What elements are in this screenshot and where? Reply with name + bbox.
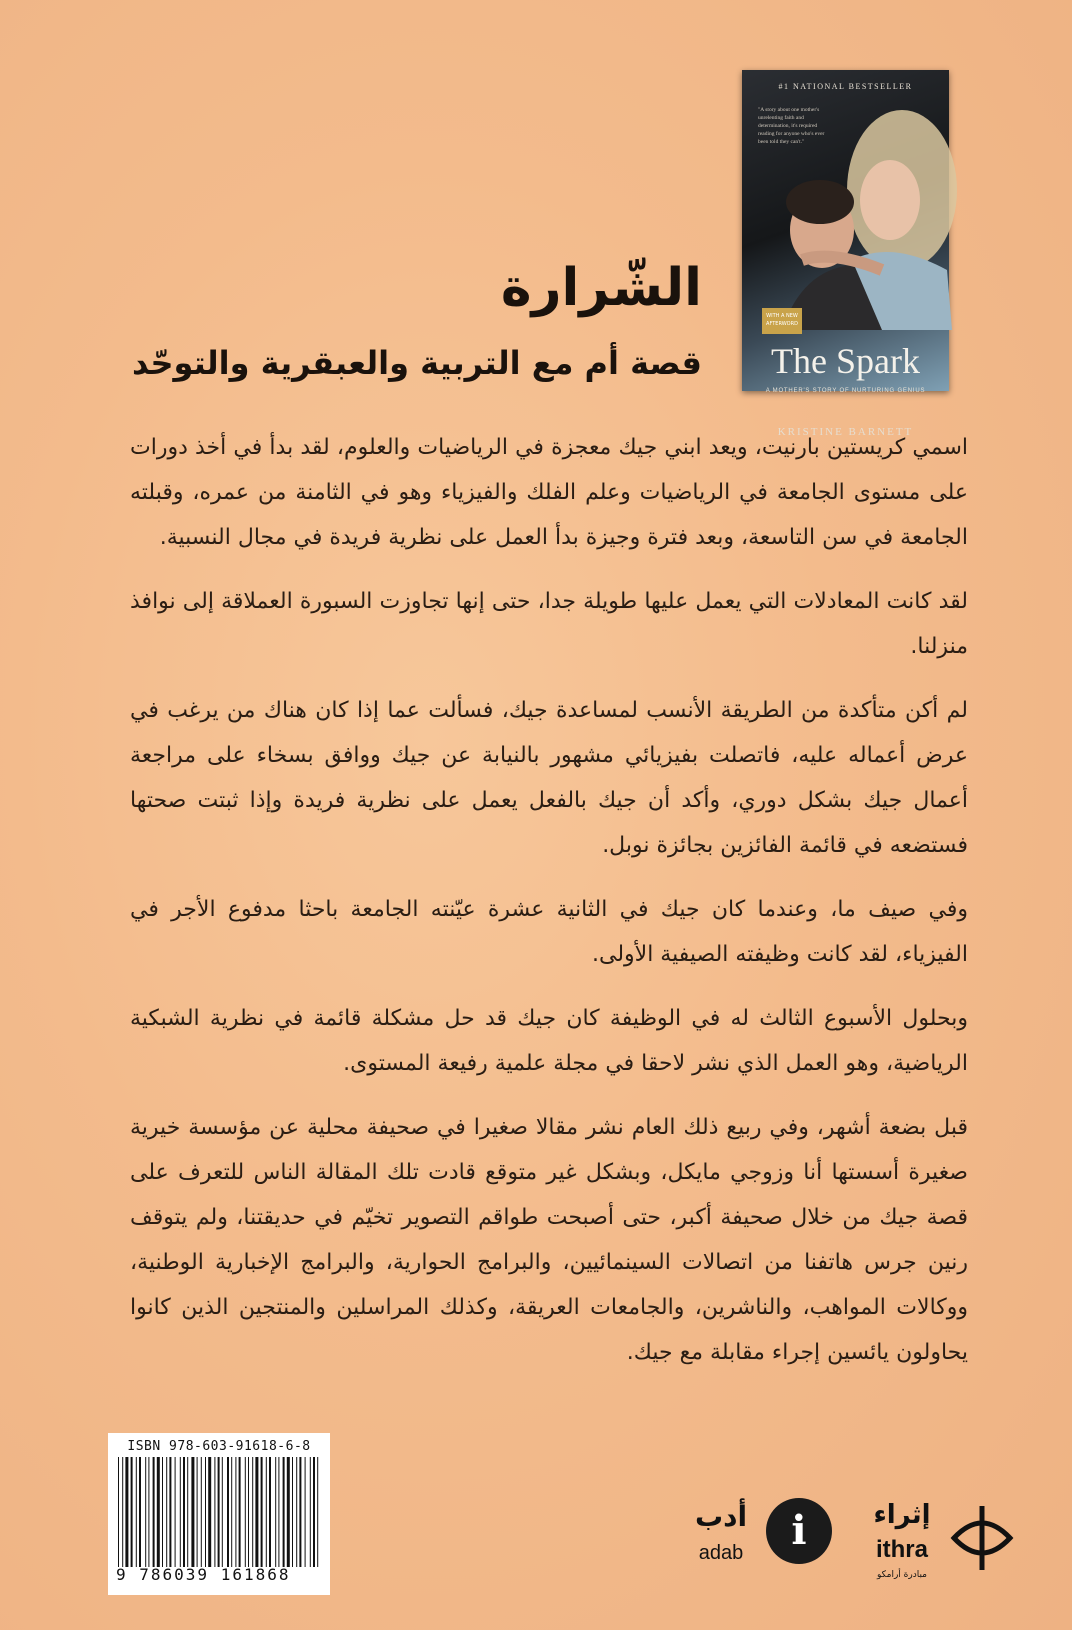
paragraph: لقد كانت المعادلات التي يعمل عليها طويلة جدا، حتى إنها تجاوزت السبورة العملاقة إلى نوافذ منزلنا. (130, 589, 968, 659)
cover-author: KRISTINE BARNETT (777, 426, 914, 438)
paragraph: وفي صيف ما، وعندما كان جيك في الثانية عشرة عيّنته الجامعة باحثا مدفوع الأجر في الفيزياء، لقد كانت وظيفته الصيفية الأولى. (130, 897, 968, 967)
ithra-logo-arabic: إثراء (873, 1500, 931, 1530)
cover-quote: "A story about one mother's unrelenting faith and determination, it's required reading for anyone who's ever been told they can't." (758, 107, 825, 145)
cover-badge: WITH A NEW AFTERWORD (762, 308, 802, 334)
adab-logo (684, 1498, 834, 1588)
book-subtitle: قصة أم مع التربية والعبقرية والتوحّد (131, 344, 702, 382)
blurb-text (130, 425, 968, 1394)
paragraph: قبل بضعة أشهر، وفي ربيع ذلك العام نشر مقالا صغيرا في صحيفة محلية عن مؤسسة خيرية صغيرة أسستها أنا وزوجي مايكل، وبشكل غير متوقع قادت تلك المقالة الناس للتعرف على قصة جيك من خلال صحيفة أكبر، حتى أصبحت طواقم التصوير تخيّم في حديقتنا، ولم يتوقف رنين جرس هاتفنا من اتصالات السينمائيين، والبرامج الحوارية، والبرامج الإخبارية الوطنية، ووكالات المواهب، والناشرين، والجامعات العريقة، وكذلك المراسلين والمنتجين الذين كانوا يحاولون يائسين إجراء مقابلة مع جيك. (130, 1115, 968, 1365)
cover-banner: #1 NATIONAL BESTSELLER (778, 82, 913, 91)
isbn-barcode (108, 1433, 330, 1595)
cover-subtitle: A MOTHER'S STORY OF NURTURING GENIUS (765, 388, 926, 394)
barcode-number: 9 786039 161868 (116, 1565, 291, 1584)
barcode-bars (116, 1457, 322, 1567)
ithra-mark-icon (946, 1502, 1018, 1574)
paragraph: وبحلول الأسبوع الثالث له في الوظيفة كان جيك قد حل مشكلة قائمة في نظرية الشبكية الرياضية، وهو العمل الذي نشر لاحقا في مجلة علمية رفيعة المستوى. (130, 1006, 968, 1076)
book-cover-image (742, 70, 949, 438)
paragraph: لم أكن متأكدة من الطريقة الأنسب لمساعدة جيك، فسألت عما إذا كان هناك من يرغب في عرض أعماله عليه، فاتصلت بفيزيائي مشهور بالنيابة عن جيك ووافق بسخاء على مراجعة أعمال جيك بشكل دوري، وأكد أن جيك بالفعل يعمل على نظرية فريدة وإذا ثبتت صحتها فستضعه في قائمة الفائزين بجائزة نوبل. (130, 698, 968, 858)
isbn-text: ISBN 978-603-91618-6-8 (127, 1439, 311, 1454)
cover-title: The Spark (771, 341, 920, 381)
ithra-logo-english: ithra (875, 1536, 928, 1563)
ithra-logo-tagline: مبادرة أرامكو (877, 1570, 927, 1580)
ithra-logo (862, 1496, 1022, 1596)
adab-logo-english: adab (698, 1542, 744, 1564)
book-title: الشّرارة (500, 258, 702, 318)
adab-info-icon: i (766, 1498, 832, 1564)
paragraph: اسمي كريستين بارنيت، ويعد ابني جيك معجزة في الرياضيات والعلوم، لقد بدأ في أخذ دورات على مستوى الجامعة في الرياضيات وعلم الفلك والفيزياء وهو في الثامنة من عمره، وقبلته الجامعة في سن التاسعة، وبعد فترة وجيزة بدأ العمل على نظرية فريدة في مجال النسبية. (130, 435, 968, 550)
adab-logo-arabic: أدب (694, 1500, 748, 1533)
